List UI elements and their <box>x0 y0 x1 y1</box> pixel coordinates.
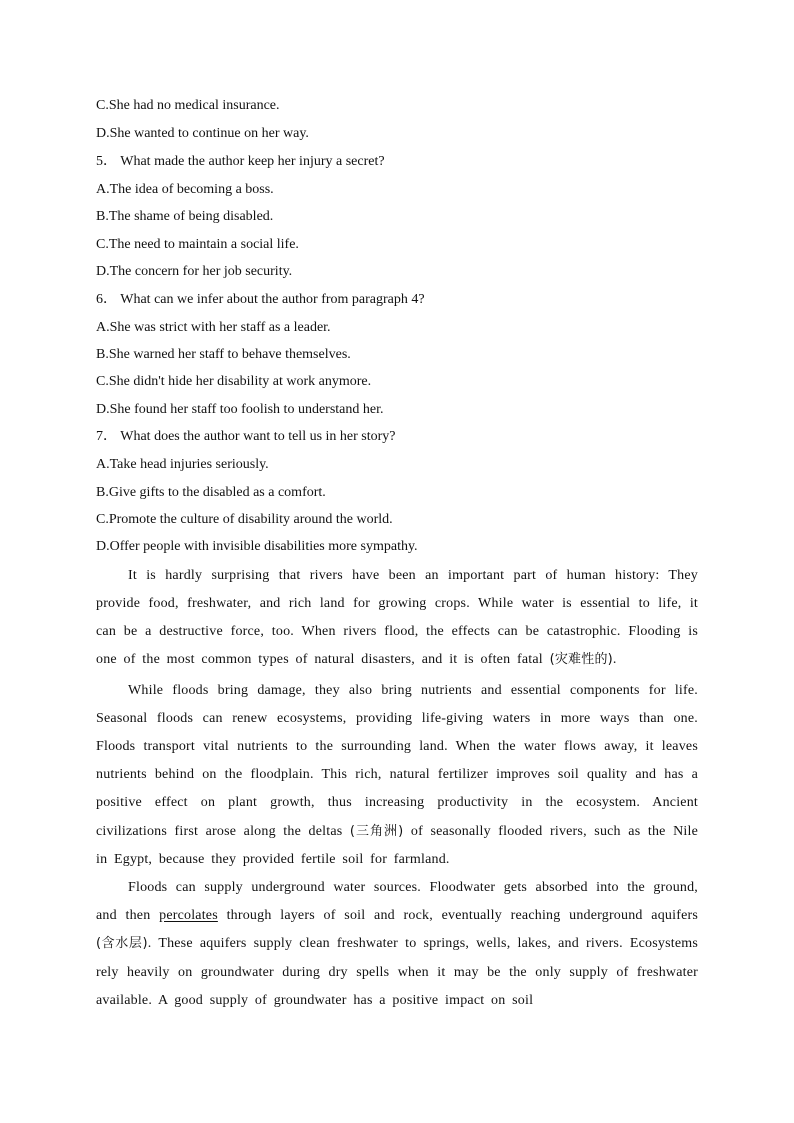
gloss-fatal: (灾难性的) <box>549 652 613 668</box>
question-6-option-d: D.She found her staff too foolish to understand her. <box>96 401 384 417</box>
paragraph-2-text-b: of seasonally flooded rivers, such as the Nile in Egypt, because they provided fertile soil for farmland. <box>96 823 698 867</box>
question-7-option-a: A.Take head injuries seriously. <box>96 457 269 473</box>
question-7-option-d: D.Offer people with invisible disabilities more sympathy. <box>96 539 418 555</box>
question-5-option-d: D.The concern for her job security. <box>96 264 293 280</box>
passage-paragraph-3 <box>96 874 698 1015</box>
gloss-aquifers: (含水层) <box>96 936 148 952</box>
paragraph-1-text: It is hardly surprising that rivers have been an important part of human history: They provide food, freshwater, and rich land for growing crops. While water is essential to life, it can be a destructive force, too. When rivers flood, the effects can be catastrophic. Flooding is one of the most common types of natural disasters, and it is often fatal <box>96 567 698 668</box>
paragraph-1-end: . <box>612 652 617 668</box>
option-c: C.She had no medical insurance. <box>96 98 280 113</box>
question-7-option-c: C.Promote the culture of disability around the world. <box>96 511 393 527</box>
question-5-option-b: B.The shame of being disabled. <box>96 209 274 225</box>
question-5-stem: 5． What made the author keep her injury a secret? <box>96 154 385 169</box>
option-d: D.She wanted to continue on her way. <box>96 126 309 141</box>
paragraph-3-text-a: Floods can supply underground water sources. Floodwater gets absorbed into the ground, and then <box>96 879 698 924</box>
question-5-option-a: A.The idea of becoming a boss. <box>96 182 274 197</box>
passage-paragraph-1 <box>96 562 698 675</box>
question-6-option-a: A.She was strict with her staff as a leader. <box>96 319 331 335</box>
question-7-option-b: B.Give gifts to the disabled as a comfort. <box>96 484 326 500</box>
question-6-option-b: B.She warned her staff to behave themselves. <box>96 346 351 362</box>
paragraph-3-text-b: through layers of soil and rock, eventually reaching underground aquifers <box>217 908 698 924</box>
question-5-option-c: C.The need to maintain a social life. <box>96 236 299 252</box>
question-7-stem: 7． What does the author want to tell us in her story? <box>96 429 396 445</box>
question-6-stem: 6． What can we infer about the author from paragraph 4? <box>96 291 425 307</box>
passage-paragraph-2 <box>96 677 698 874</box>
gloss-deltas: (三角洲) <box>349 823 404 839</box>
paragraph-3-text-c: . These aquifers supply clean freshwater to springs, wells, lakes, and rivers. Ecosystems rely heavily on groundwater during dry spells when it may be the only supply of freshwater available. A good supply of groundwater has a positive impact on soil <box>96 936 698 1008</box>
paragraph-2-text-a: While floods bring damage, they also bring nutrients and essential components for life. Seasonal floods can renew ecosystems, providing life-giving waters in more ways than one. Floods transport vital nutrients to the surrounding land. When the water flows away, it leaves nutrients behind on the floodplain. This rich, natural fertilizer improves soil quality and has a positive effect on plant growth, thus increasing productivity in the ecosystem. Ancient civilizations first arose along the deltas <box>96 682 698 839</box>
document-page <box>96 92 698 1015</box>
question-6-option-c: C.She didn't hide her disability at work anymore. <box>96 374 372 390</box>
underlined-word-percolates: percolates <box>159 908 218 924</box>
